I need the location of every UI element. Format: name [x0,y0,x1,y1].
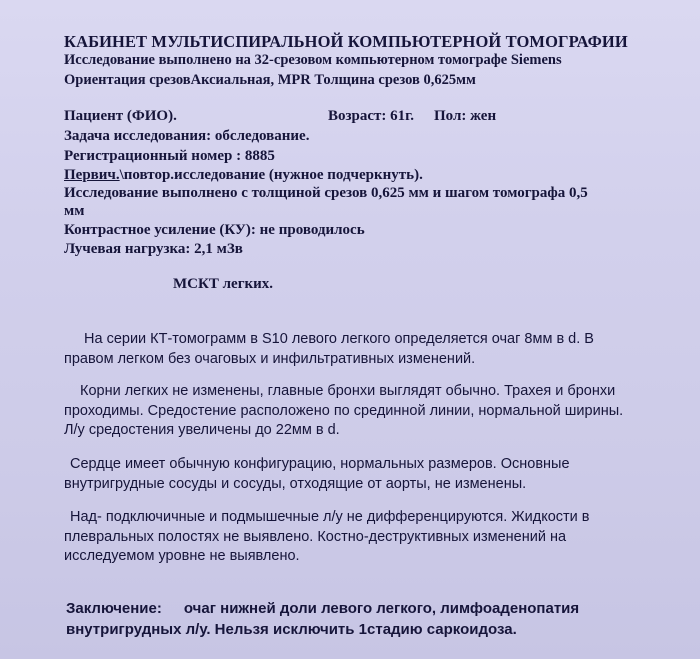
radiation-dose: Лучевая нагрузка: 2,1 мЗв [64,241,243,257]
finding-line: плевральных полостях не выявлено. Костно-деструктивных изменений на [64,528,567,545]
patient-age: Возраст: 61г. [328,108,415,124]
finding-paragraph-2 [64,382,624,441]
finding-paragraph-1 [64,330,594,369]
slice-thickness-line2: мм [64,203,85,219]
finding-line: Сердце имеет обычную конфигурацию, нормальных размеров. Основные [70,456,570,472]
finding-line: исследуемом уровне не выявлено. [64,548,300,564]
study-type-selected: Первич. [64,167,120,183]
conclusion [66,598,579,640]
slice-orientation-info: Ориентация срезовАксиальная, MPR Толщина срезов 0,625мм [64,72,476,88]
patient-sex: Пол: жен [434,108,497,124]
patient-label: Пациент (ФИО). [64,108,177,124]
contrast-info: Контрастное усиление (КУ): не проводилось [64,222,365,238]
study-task: Задача исследования: обследование. [64,128,310,144]
finding-line: Л/у средостения увеличены до 22мм в d. [64,422,340,438]
finding-line: внутригрудные сосуды и сосуды, отходящие от аорты, не изменены. [64,475,527,492]
finding-paragraph-4 [64,508,590,567]
slice-thickness-line1: Исследование выполнено с толщиной срезов 0,625 мм и шагом томографа 0,5 [64,185,588,201]
registration-number: Регистрационный номер : 8885 [64,148,275,164]
report-header-title: КАБИНЕТ МУЛЬТИСПИРАЛЬНОЙ КОМПЬЮТЕРНОЙ ТОМОГРАФИИ [64,32,628,51]
finding-line: правом легком без очаговых и инфильтративных изменений. [64,350,476,367]
finding-line: Над- подключичные и подмышечные л/у не дифференцируются. Жидкости в [70,509,590,525]
finding-line: На серии КТ-томограмм в S10 левого легкого определяется очаг 8мм в d. В [84,331,594,347]
finding-line: Корни легких не изменены, главные бронхи выглядят обычно. Трахея и бронхи [80,383,616,399]
study-type [64,167,423,184]
conclusion-line2: внутригрудных л/у. Нельзя исключить 1стадию саркоидоза. [66,621,517,638]
finding-line: проходимы. Средостение расположено по срединной линии, нормальной ширины. [64,402,624,419]
scanner-info: Исследование выполнено на 32-срезовом компьютерном томографе Siemens [64,52,562,68]
study-type-rest: \повтор.исследование (нужное подчеркнуть). [119,167,423,183]
conclusion-line1: очаг нижней доли левого легкого, лимфоаденопатия [183,600,580,617]
study-title: МСКТ легких. [173,276,274,292]
conclusion-label: Заключение: [66,600,162,617]
finding-paragraph-3 [64,455,570,494]
